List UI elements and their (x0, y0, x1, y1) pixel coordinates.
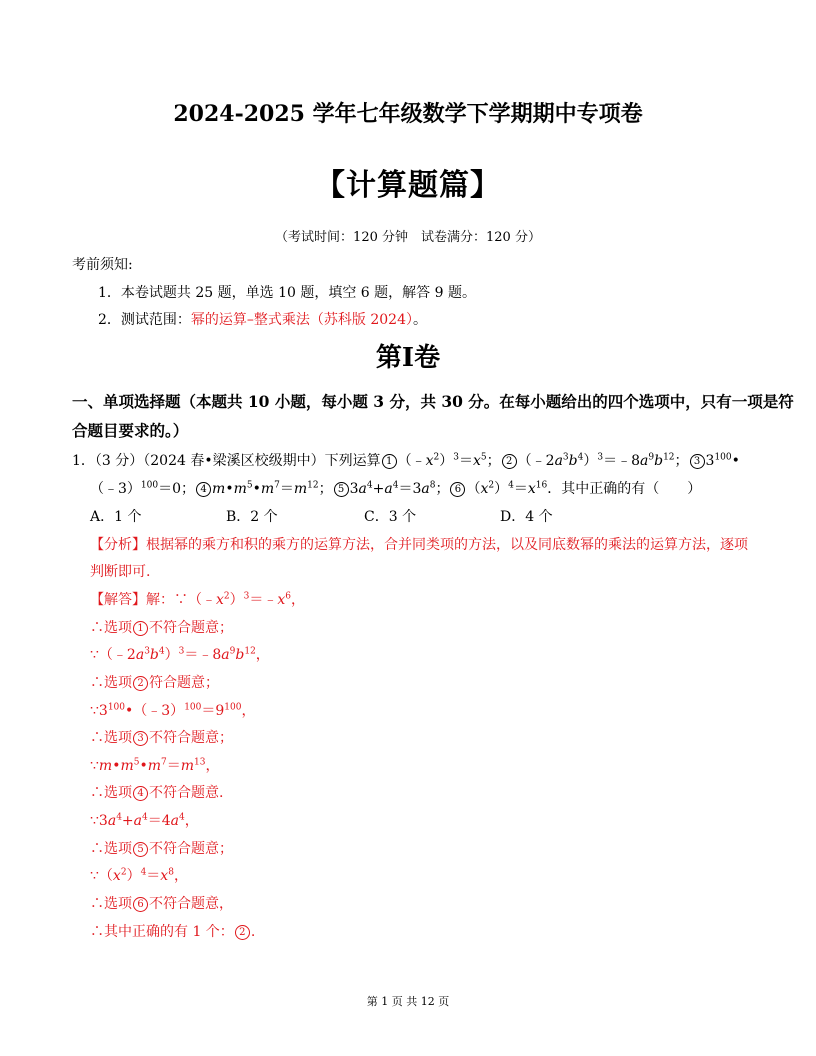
notes-item-1: 1．本卷试题共 25 题，单选 10 题，填空 6 题，解答 9 题。 (98, 285, 476, 301)
option-d: D．4 个 (500, 509, 553, 525)
document-title: 2024-2025 学年七年级数学下学期期中专项卷 (173, 101, 643, 127)
answer-line-2: ∴选项 1 不符合题意； (90, 620, 233, 636)
analysis-line-1: 【分析】根据幂的乘方和积的乘方的运算方法，合并同类项的方法，以及同底数幂的乘法的运算方法，逐项 (90, 537, 748, 553)
answer-line-5: $\because 3^{100}•(﹣3)^{100}=9^{100}$， (90, 702, 256, 719)
answer-line-1: 【解答】解：$\because(﹣x^2)^3=﹣x^6$， (90, 591, 306, 608)
test-range: 幂的运算–整式乘法（苏科版 2024） (190, 312, 414, 328)
section-heading-line-1: 一、单项选择题（本题共 10 小题，每小题 3 分，共 30 分。在每小题给出的四个选项中，只有一项是符 (72, 392, 794, 411)
document-subtitle: 【计算题篇】 (315, 168, 501, 203)
option-c: C．3 个 (364, 509, 417, 525)
section-heading-line-2: 合题目要求的。） (72, 421, 189, 440)
exam-info: （考试时间：120 分钟 试卷满分：120 分） (275, 230, 541, 245)
notes-item-2: 2．测试范围：幂的运算–整式乘法（苏科版 2024）。 (98, 312, 428, 328)
answer-line-7: $\because m•m^5•m^7=m^{13}$， (90, 757, 220, 774)
page-footer: 第 1 页 共 12 页 (366, 995, 450, 1008)
question-1-line-1: 1．（3 分）（2024 春•梁溪区校级期中）下列运算 1 $(﹣x^2)^3=x^5$； 2 $(﹣2a^3b^4)^3=﹣8a^9b^{12}$； 3 $3^{100}•$ (72, 452, 740, 469)
analysis-line-2: 判断即可. (90, 564, 151, 580)
volume-title: 第Ⅰ卷 (375, 343, 441, 373)
answer-line-8: ∴选项 4 不符合题意. (90, 785, 224, 801)
option-b: B．2 个 (226, 509, 278, 525)
answer-line-9: $\because 3a^4+a^4=4a^4$， (90, 812, 199, 829)
question-1-line-2: （﹣3）$^{100}$＝0； 4 $m•m^5•m^7=m^{12}$； 5 $3a^4+a^4=3a^8$； 6 $(x^2)^4=x^{16}$．其中正确的有（ ） (90, 480, 702, 497)
answer-line-4: ∴选项 2 符合题意； (90, 675, 219, 691)
notes-heading: 考前须知: (72, 257, 133, 273)
answer-line-10: ∴选项 5 不符合题意； (90, 841, 233, 857)
answer-line-3: $\because(﹣2a^3b^4)^3=﹣8a^9b^{12}$， (90, 646, 270, 663)
answer-line-11: $\because(x^2)^4=x^8$， (90, 867, 188, 884)
option-a: A．1 个 (90, 509, 142, 525)
answer-line-12: ∴选项 6 不符合题意， (90, 896, 233, 912)
answer-line-6: ∴选项 3 不符合题意； (90, 730, 233, 746)
answer-conclusion: ∴其中正确的有 1 个： 2 . (90, 924, 256, 940)
